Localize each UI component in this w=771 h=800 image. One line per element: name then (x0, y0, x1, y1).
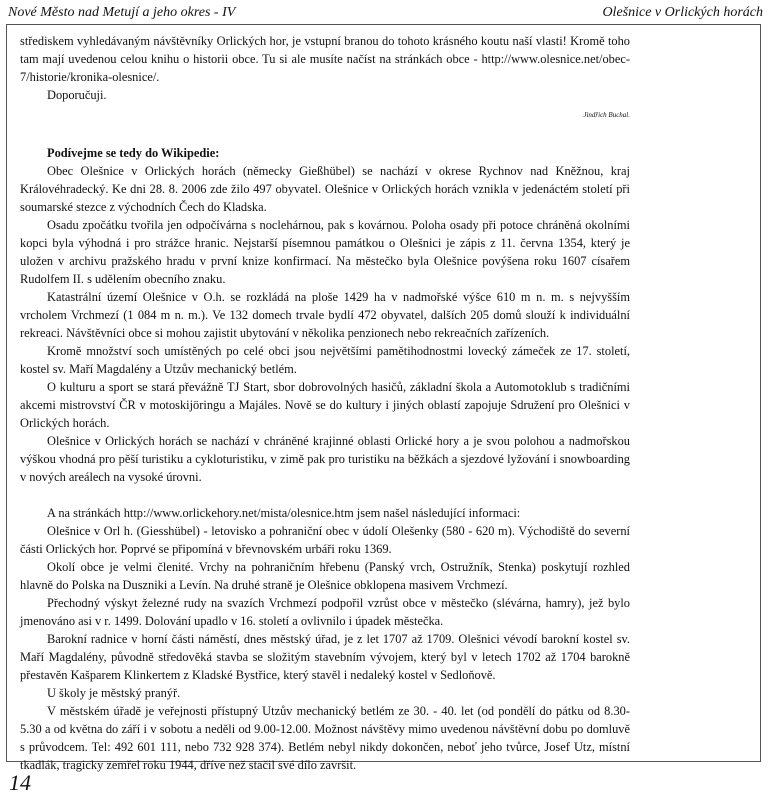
recommend-line: Doporučuji. (47, 88, 107, 102)
orlicke-intro: A na stránkách http://www.orlickehory.net/mista/olesnice.htm jsem našel následující informaci: (47, 506, 521, 520)
section-gap (20, 486, 630, 504)
content-box (6, 24, 761, 772)
orlicke-paragraph: Přechodný výskyt železné rudy na svazích Vrchmezí podpořil vzrůst obce v městečko (slévárna, hamry), jež bylo jmenováno asi v r. 1499. Dolování upadlo v 16. století a ovlivnilo i úpadek městečka. (20, 596, 630, 628)
orlicke-paragraph: Okolí obce je velmi členité. Vrchy na pohraničním hřebenu (Panský vrch, Ostružník, Stenka) poskytují rozhled hlavně do Polska na Duszniki a Levín. Na druhé straně je Olešnice obklopena masivem Vrchmezí. (20, 560, 630, 592)
article-body (20, 32, 630, 774)
intro-paragraph: střediskem vyhledávaným návštěvníky Orlických hor, je vstupní branou do tohoto krásného koutu naší vlasti! Kromě toho tam mají uvedenou celou knihu o historii obce. Tu si ale musíte načíst na stránkách obce - http://www.olesnice.net/obec-7/historie/kronika-olesnice/. (20, 34, 630, 84)
wiki-paragraph: O kulturu a sport se stará převážně TJ Start, sbor dobrovolných hasičů, základní škola a Automotoklub s tradičními akcemi mistrovství ČR v motoskijöringu a Majáles. Nově se do kultury i jiných oblastí zapojuje Sdružení pro Olešnici v Orlických horách. (20, 380, 630, 430)
orlicke-paragraph: U školy je městský pranýř. (47, 686, 181, 700)
wiki-paragraph: Kromě množství soch umístěných po celé obci jsou největšími pamětihodnostmi lovecký zámeček ze 17. století, kostel sv. Maří Magdalény a Utzův mechanický betlém. (20, 344, 630, 376)
running-header (0, 0, 771, 22)
orlicke-paragraph: Barokní radnice v horní části náměstí, dnes městský úřad, je z let 1707 až 1709. Olešnici vévodí barokní kostel sv. Maří Magdalény, původně středověká stavba se složitým stavebním vývojem, který byl v letech 1702 až 1704 barokně přestavěn Kašparem Klinkertem z Kladské Bystřice, který stavěl i nedaleký kostel v Sedloňově. (20, 632, 630, 682)
author-signature: Jindřich Buchal. (583, 111, 630, 119)
orlicke-paragraph: V městském úřadě je veřejnosti přístupný Utzův mechanický betlém ze 30. - 40. let (od pondělí do pátku od 8.30- 5.30 a od května do září i v sobotu a neděli od 9.00-12.00. Možnost návštěvy mimo uvedenou návštěvní dobu po domluvě s průvodcem. Tel: 492 601 111, nebo 732 928 374). Betlém nebyl nikdy dokončen, neboť jeho tvůrce, Josef Utz, místní tkadlák, tragicky zemřel roku 1944, dříve než stačil své dílo završit. (20, 704, 630, 772)
orlicke-paragraph: Olešnice v Orl h. (Giesshübel) - letovisko a pohraniční obec v údolí Olešenky (580 - 620 m). Východiště do severní části Orlických hor. Poprvé se připomíná v břevnovském urbáři roku 1369. (20, 524, 630, 556)
page-number: 14 (9, 770, 31, 795)
header-publication-title: Nové Město nad Metují a jeho okres - IV (8, 5, 236, 20)
wiki-paragraph: Olešnice v Orlických horách se nachází v chráněné krajinné oblasti Orlické hory a je svou polohou a nadmořskou výškou vhodná pro pěší turistiku a cykloturistiku, v zimě pak pro turistiku na běžkách a sjezdové lyžování i snowboarding v nových areálech na vysoké úrovni. (20, 434, 630, 484)
header-chapter-title: Olešnice v Orlických horách (602, 5, 763, 20)
wiki-paragraph: Obec Olešnice v Orlických horách (německy Gießhübel) se nachází v okrese Rychnov nad Kněžnou, kraj Královéhradecký. Ke dni 28. 8. 2006 zde žilo 497 obyvatel. Olešnice v Orlických horách vznikla v jedenáctém století při soumarské stezce z východních Čech do Kladska. (20, 164, 630, 214)
wiki-paragraph: Katastrální území Olešnice v O.h. se rozkládá na ploše 1429 ha v nadmořské výšce 610 m n. m. s nejvyšším vrcholem Vrchmezí (1 084 m n. m.). Ve 132 domech trvale bydlí 472 obyvatel, dalších 205 domů slouží k individuální rekreaci. Návštěvníci obce si mohou zajistit ubytování v několika penzionech nebo rekreačních zařízeních. (20, 290, 630, 340)
wiki-paragraph: Osadu zpočátku tvořila jen odpočívárna s noclehárnou, pak s kovárnou. Poloha osady při potoce chráněná okolními kopci byla výhodná i pro strážce hranic. Nejstarší písemnou památkou o Olešnici je zápis z 11. června 1354, který je uložen v archivu pražského hradu v první knize konfirmací. Na městečko byla Olešnice povýšena roku 1607 císařem Rudolfem II. s udělením obecního znaku. (20, 218, 630, 286)
wiki-heading: Podívejme se tedy do Wikipedie: (47, 146, 220, 160)
